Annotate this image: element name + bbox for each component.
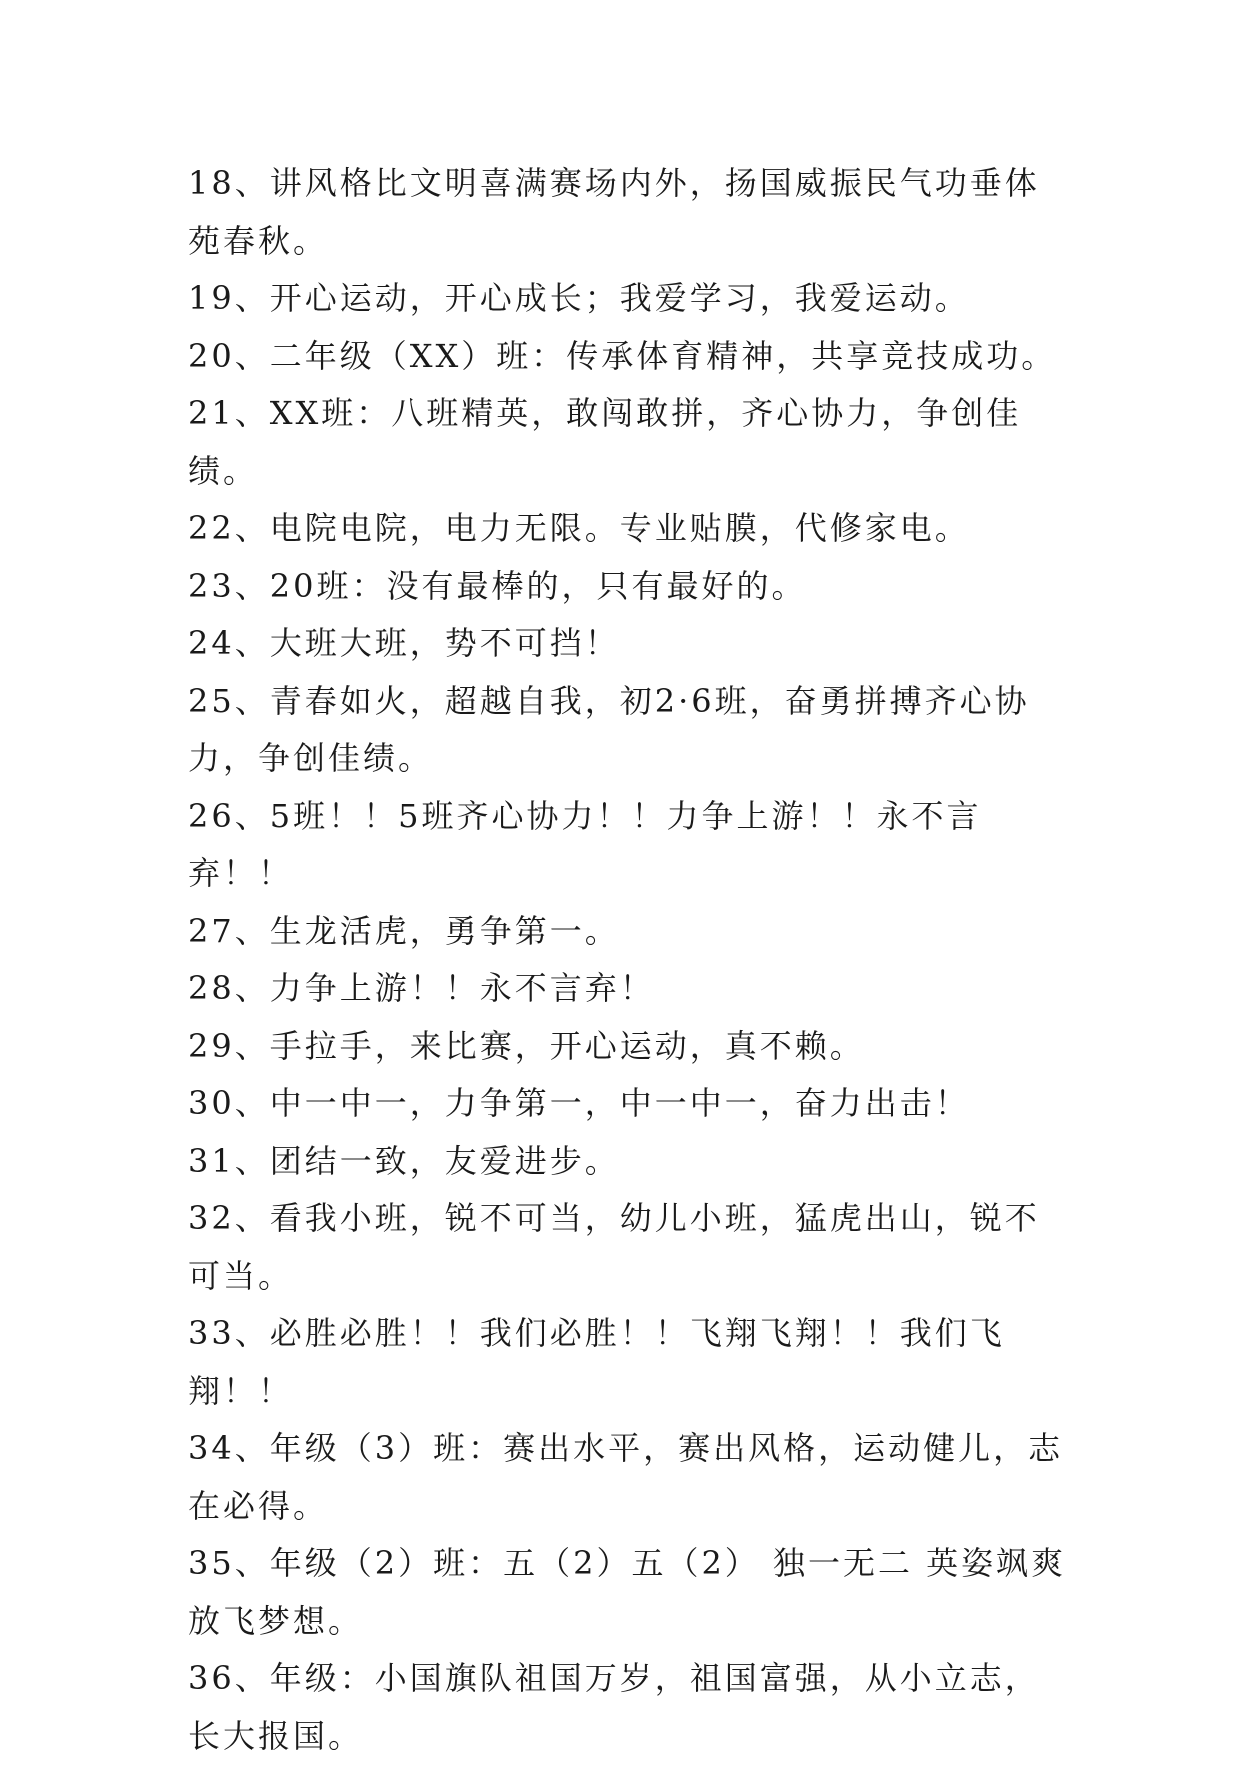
list-item: 33、必胜必胜！！我们必胜！！飞翔飞翔！！我们飞翔！！ <box>188 1314 1005 1410</box>
list-item: 25、青春如火，超越自我，初2·6班，奋勇拼搏齐心协力，争创佳绩。 <box>188 681 1030 777</box>
list-item: 29、手拉手，来比赛，开心运动，真不赖。 <box>188 1026 865 1065</box>
list-item: 27、生龙活虎，勇争第一。 <box>188 911 620 950</box>
list-item: 22、电院电院，电力无限。专业贴膜，代修家电。 <box>188 509 970 547</box>
list-item: 35、年级（2）班：五（2）五（2） 独一无二 英姿飒爽 放飞梦想。 <box>188 1544 1067 1640</box>
slogan-list <box>188 155 1068 1765</box>
list-item: 34、年级（3）班：赛出水平，赛出风格，运动健儿，志在必得。 <box>188 1429 1064 1525</box>
list-item: 19、开心运动，开心成长；我爱学习，我爱运动。 <box>188 279 970 317</box>
list-item: 31、团结一致，友爱进步。 <box>188 1141 620 1180</box>
list-item: 28、力争上游！！永不言弃！ <box>188 969 655 1007</box>
list-item: 24、大班大班，势不可挡！ <box>188 624 620 662</box>
list-item: 36、年级：小国旗队祖国万岁，祖国富强，从小立志，长大报国。 <box>188 1659 1040 1755</box>
list-item: 30、中一中一，力争第一，中一中一，奋力出击！ <box>188 1084 970 1122</box>
list-item: 26、5班！！5班齐心协力！！力争上游！！永不言弃！！ <box>188 796 982 892</box>
list-item: 23、20班：没有最棒的，只有最好的。 <box>188 566 807 605</box>
list-item: 18、讲风格比文明喜满赛场内外，扬国威振民气功垂体苑春秋。 <box>188 164 1040 260</box>
list-item: 32、看我小班，锐不可当，幼儿小班，猛虎出山，锐不可当。 <box>188 1199 1040 1295</box>
list-item: 20、二年级（XX）班：传承体育精神，共享竞技成功。 <box>188 336 1057 375</box>
list-item: 21、XX班：八班精英，敢闯敢拼，齐心协力，争创佳绩。 <box>188 394 1022 490</box>
